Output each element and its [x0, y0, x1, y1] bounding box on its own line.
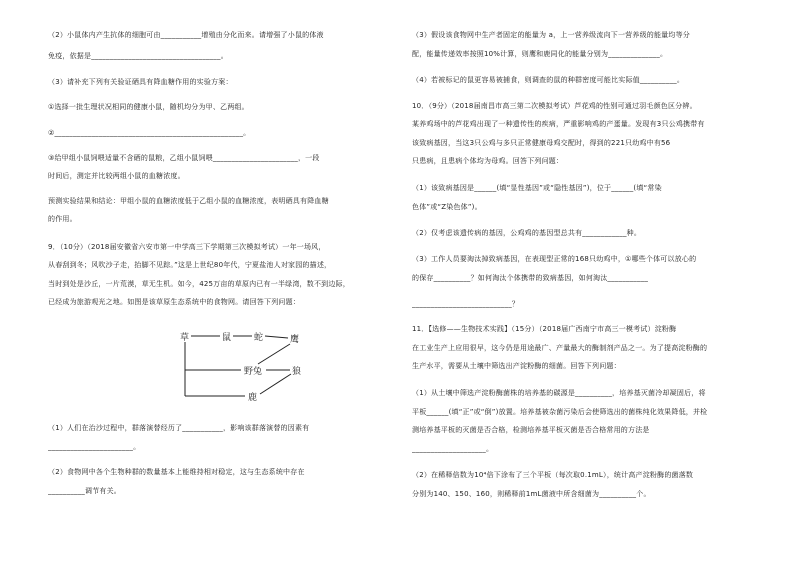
text-line: 在工业生产上应用很早，这今仍是用途最广、产量最大的酶制剂产品之一。为了提高淀粉酶的 — [412, 344, 708, 352]
food-web-diagram — [178, 328, 308, 404]
text-line: 该致病基因，当这3只公鸡与多只正常健康母鸡交配时，得到的221只幼鸡中有56 — [412, 139, 671, 147]
text-line: 生产水平，需要从土壤中筛选出产淀粉酶的细菌。回答下列问题： — [412, 362, 621, 370]
text-line: （4）若被标记的鼠更容易被捕食，则调查的鼠的种群密度可能比实际值__________。 — [412, 76, 685, 84]
node-grass: 草 — [180, 333, 190, 343]
text-line: 测培养基平板的灭菌是否合格，检测培养基平板灭菌是否合格常用的方法是 — [412, 426, 650, 434]
text-line: 的作用。 — [48, 215, 77, 223]
text-line: （2）在稀释倍数为10⁴倍下涂布了三个平板（每次取0.1mL），统计高产淀粉酶的菌落数 — [412, 471, 694, 479]
text-line: （3）工作人员要淘汰掉致病基因，在表现型正常的168只幼鸡中，①哪些个体可以放心的 — [412, 255, 697, 263]
edge-deer-wolf — [260, 374, 291, 394]
question-heading: 9．（10分）（2018届安徽省六安市第一中学高三下学期第三次模拟考试）一年一场风， — [48, 243, 326, 251]
node-eagle: 鹰 — [290, 335, 300, 345]
text-line: （1）从土壤中筛选产淀粉酶菌株的培养基的碳源是__________，培养基灭菌冷却凝固后，将 — [412, 389, 706, 397]
text-line: 某养鸡场中的芦花鸡出现了一种遗传性的疾病，严重影响鸡的产蛋量。发现有3只公鸡携带有 — [412, 120, 705, 128]
question-heading: 10．（9分）（2018届南昌市高三第二次模拟考试）芦花鸡的性别可通过羽毛颜色区分辨。 — [412, 102, 697, 110]
text-line: 只患病，且患病个体均为母鸡。回答下列问题： — [412, 157, 564, 165]
text-line: 免疫，依据是___________________________________。 — [48, 52, 228, 60]
text-line: 预测实验结果和结论：甲组小鼠的血糖浓度低于乙组小鼠的血糖浓度，表明硒具有降血糖 — [48, 197, 329, 205]
node-snake: 蛇 — [254, 333, 264, 343]
text-line: （3）请补充下列有关验证硒具有降血糖作用的实验方案： — [48, 78, 233, 86]
text-line: 平板______(填“正”或“倒”)放置。培养基被杂菌污染后会使筛选出的菌株纯化效果降低，并检 — [412, 408, 708, 416]
node-rabbit: 野兔 — [244, 367, 263, 377]
node-deer: 鹿 — [248, 393, 258, 403]
text-line: __________调节有关。 — [48, 487, 121, 495]
text-line: （2）仅考虑该遗传病的基因，公鸡鸡的基因型总共有____________种。 — [412, 229, 642, 237]
text-line: （2）小鼠体内产生抗体的细胞可由___________增殖由分化而来。请增强了小鼠的体液 — [48, 31, 324, 39]
node-wolf: 狼 — [292, 367, 302, 377]
text-line: 的保存__________？如何淘汰个体携带的致病基因，如何淘汰___________ — [412, 274, 649, 282]
text-line: ③给甲组小鼠饲喂适量不含硒的鼠粮，乙组小鼠饲喂_______________________，一段 — [48, 154, 320, 162]
text-line: （1）人们在治沙过程中，群落演替经历了___________，影响该群落演替的因素有 — [48, 424, 310, 432]
text-line: 当时到处是沙丘，一片荒漠，草无生机。如今，425万亩的草原内已有一半绿湾，数不到边际， — [48, 280, 350, 288]
text-line: ①选择一批生理状况相同的健康小鼠，随机均分为甲、乙两组。 — [48, 103, 249, 111]
text-line: 已经成为旅游观光之地。如图是该草原生态系统中的食物网。请回答下列问题： — [48, 298, 300, 306]
text-line: 时间后，测定并比较两组小鼠的血糖浓度。 — [48, 172, 185, 180]
text-line: 从春刮到冬；风吹沙子走，抬脚不见踪。”这是上世纪80年代，宁夏盐池人对家园的描述， — [48, 261, 332, 269]
edge-snake-eagle — [265, 336, 288, 338]
text-line: （3）假设该食物网中生产者固定的能量为 a，上一营养级流向下一营养级的能量均等分 — [412, 31, 690, 39]
text-line: _______________________。 — [48, 443, 141, 451]
text-line: ____________________。 — [412, 445, 494, 453]
text-line: ②___________________________________________________。 — [48, 129, 251, 137]
node-rat: 鼠 — [222, 333, 232, 343]
text-line: 分别为140、150、160，则稀释前1mL菌液中所含细菌为__________个。 — [412, 490, 651, 498]
text-line: 配，能量传递效率按照10%计算，则鹰和鹿同化的能量分别为______________。 — [412, 50, 668, 58]
text-line: （1）该致病基因是______(填“显性基因”或“隐性基因”)，位于______(填“常染 — [412, 184, 662, 192]
text-line: 色体”或“Z染色体”)。 — [412, 203, 482, 211]
edge-rabbit-eagle — [258, 344, 290, 364]
text-line: （2）食物网中各个生物种群的数量基本上能维持相对稳定，这与生态系统中存在 — [48, 468, 305, 476]
question-heading: 11．【选修——生物技术实践】（15分）（2018届广西南宁市高三一模考试）淀粉酶 — [412, 325, 677, 333]
text-line: ___________________________？ — [412, 300, 520, 308]
